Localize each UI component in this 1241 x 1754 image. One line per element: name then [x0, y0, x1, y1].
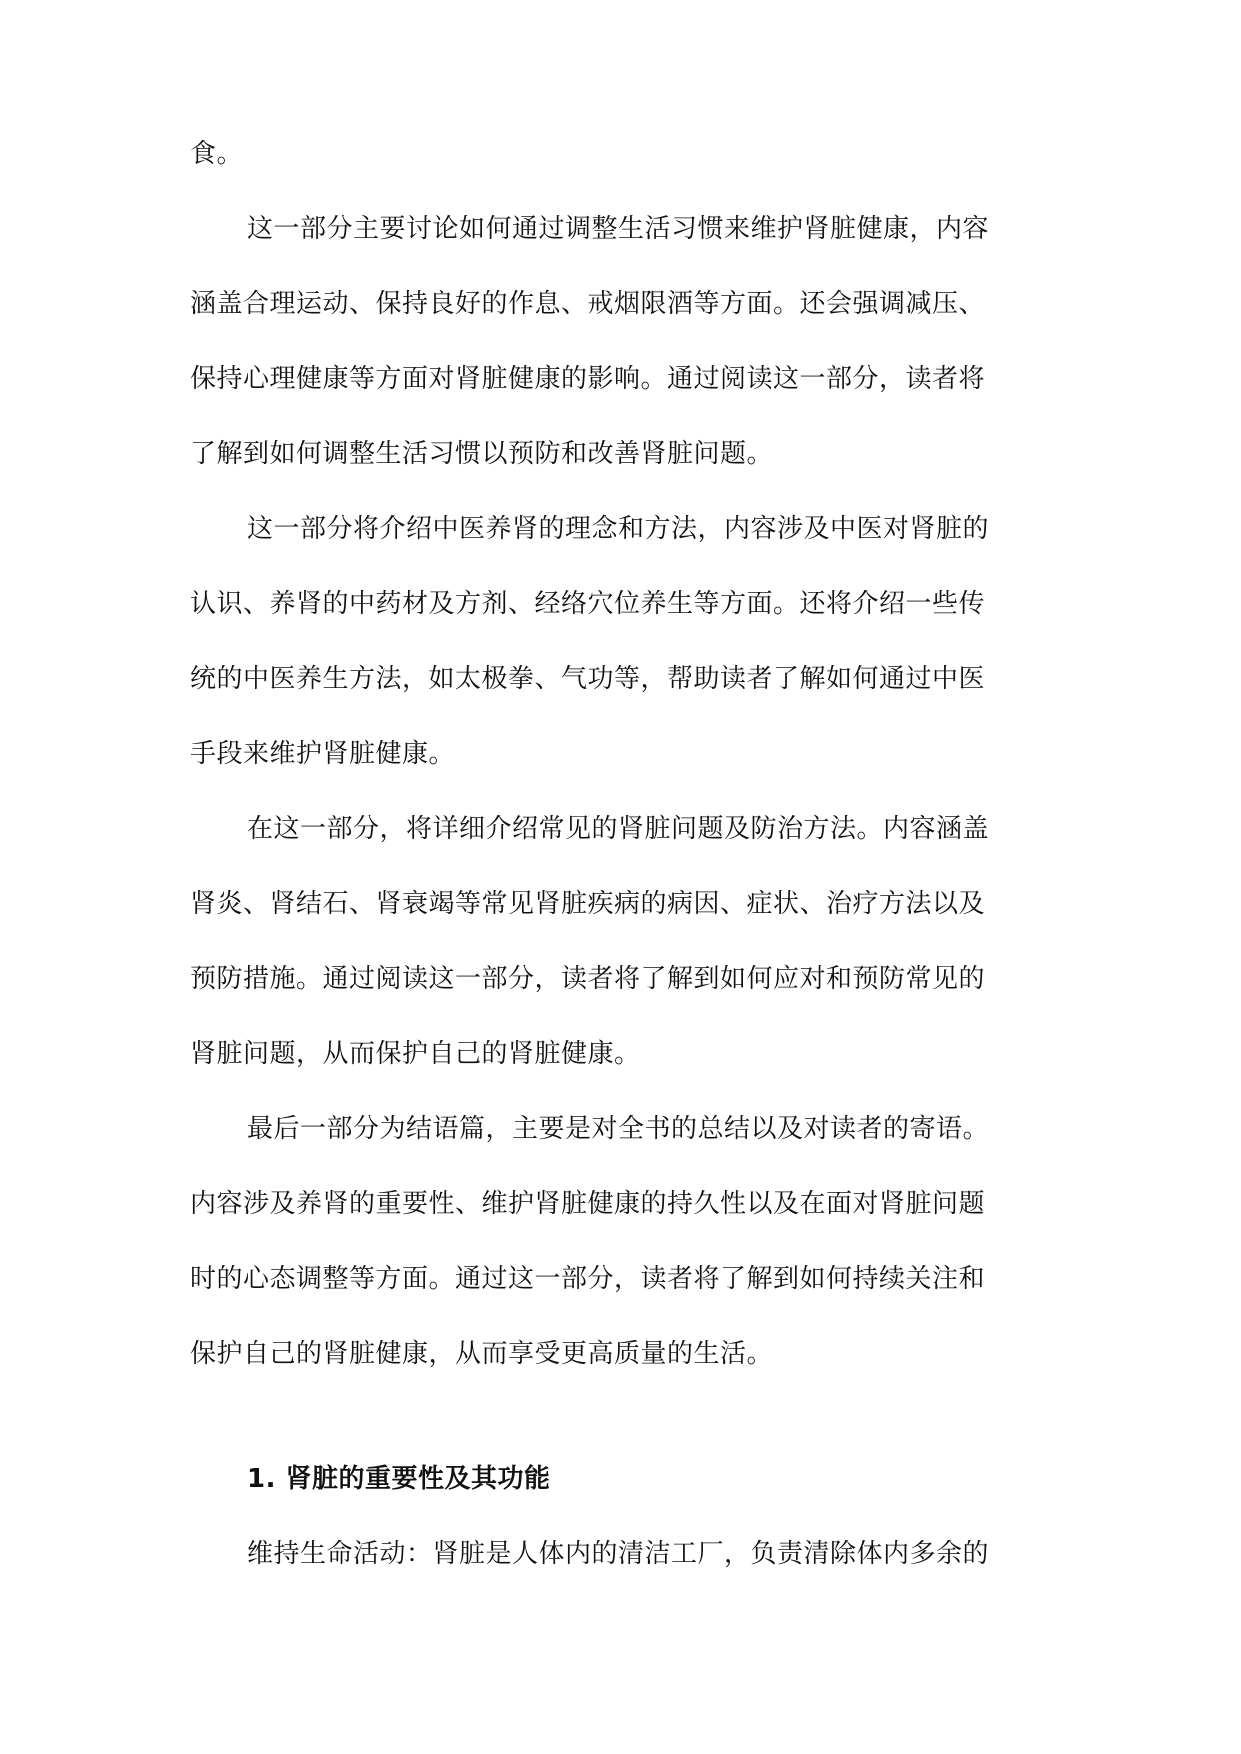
paragraph-first-line: 维持生命活动：肾脏是人体内的清洁工厂，负责清除体内多余的 [247, 1539, 990, 1569]
text-line: 手段来维护肾脏健康。 [190, 739, 456, 769]
paragraph-first-line: 最后一部分为结语篇，主要是对全书的总结以及对读者的寄语。 [247, 1114, 990, 1144]
text-line: 肾脏问题，从而保护自己的肾脏健康。 [190, 1039, 641, 1069]
paragraph-first-line: 这一部分主要讨论如何通过调整生活习惯来维护肾脏健康，内容 [247, 214, 990, 244]
text-line: 肾炎、肾结石、肾衰竭等常见肾脏疾病的病因、症状、治疗方法以及 [190, 889, 986, 919]
paragraph-first-line: 在这一部分，将详细介绍常见的肾脏问题及防治方法。内容涵盖 [247, 814, 990, 844]
section-heading: 1. 肾脏的重要性及其功能 [247, 1464, 551, 1494]
paragraph-first-line: 这一部分将介绍中医养肾的理念和方法，内容涉及中医对肾脏的 [247, 514, 990, 544]
text-line: 食。 [190, 139, 244, 169]
text-line: 时的心态调整等方面。通过这一部分，读者将了解到如何持续关注和 [190, 1264, 986, 1294]
text-line: 了解到如何调整生活习惯以预防和改善肾脏问题。 [190, 439, 774, 469]
text-line: 统的中医养生方法，如太极拳、气功等，帮助读者了解如何通过中医 [190, 664, 986, 694]
text-line: 预防措施。通过阅读这一部分，读者将了解到如何应对和预防常见的 [190, 964, 986, 994]
text-line: 保持心理健康等方面对肾脏健康的影响。通过阅读这一部分，读者将 [190, 364, 986, 394]
text-line: 保护自己的肾脏健康，从而享受更高质量的生活。 [190, 1339, 774, 1369]
text-line: 内容涉及养肾的重要性、维护肾脏健康的持久性以及在面对肾脏问题 [190, 1189, 986, 1219]
text-line: 认识、养肾的中药材及方剂、经络穴位养生等方面。还将介绍一些传 [190, 589, 986, 619]
text-line: 涵盖合理运动、保持良好的作息、戒烟限酒等方面。还会强调减压、 [190, 289, 986, 319]
